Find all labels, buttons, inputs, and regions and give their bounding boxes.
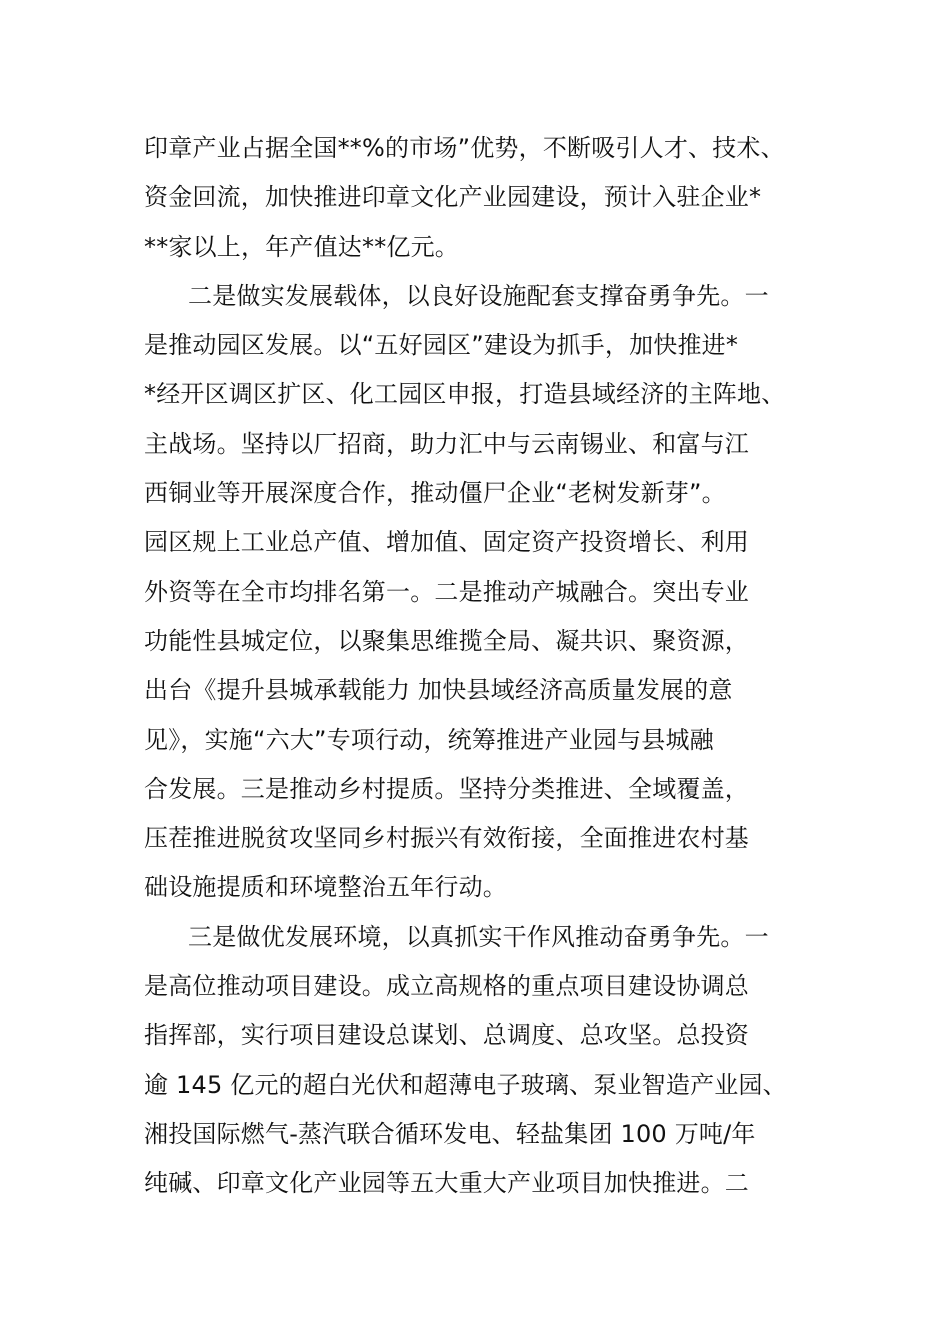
text-line: 主战场。坚持以厂招商，助力汇中与云南锡业、和富与江 — [144, 429, 749, 458]
text-line: 是高位推动项目建设。成立高规格的重点项目建设协调总 — [144, 972, 749, 1001]
text-line: 园区规上工业总产值、增加值、固定资产投资增长、利用 — [144, 528, 749, 557]
text-line: 印章产业占据全国**%的市场”优势，不断吸引人才、技术、 — [144, 134, 785, 162]
text-line: 见》，实施“六大”专项行动，统筹推进产业园与县城融 — [144, 725, 714, 754]
text-line: 指挥部，实行项目建设总谋划、总调度、总攻坚。总投资 — [144, 1021, 749, 1050]
paragraph-first-line: 二是做实发展载体，以良好设施配套支撑奋勇争先。一 — [188, 281, 769, 310]
text-line: *经开区调区扩区、化工园区申报，打造县域经济的主阵地、 — [144, 380, 786, 409]
text-line: 是推动园区发展。以“五好园区”建设为抓手，加快推进* — [144, 331, 739, 360]
text-line: 资金回流，加快推进印章文化产业园建设，预计入驻企业* — [144, 183, 762, 212]
text-line: 外资等在全市均排名第一。二是推动产城融合。突出专业 — [144, 577, 749, 606]
paragraph-first-line: 三是做优发展环境，以真抓实干作风推动奋勇争先。一 — [188, 922, 769, 951]
text-line: 础设施提质和环境整治五年行动。 — [144, 873, 507, 902]
text-line: 逾 145 亿元的超白光伏和超薄电子玻璃、泵业智造产业园、 — [144, 1070, 787, 1099]
text-line: **家以上，年产值达**亿元。 — [144, 232, 459, 261]
text-line: 出台《提升县城承载能力 加快县域经济高质量发展的意 — [144, 676, 733, 705]
document-body — [144, 124, 809, 1209]
text-line: 纯碱、印章文化产业园等五大重大产业项目加快推进。二 — [144, 1169, 749, 1198]
text-line: 功能性县城定位，以聚集思维揽全局、凝共识、聚资源， — [144, 626, 749, 655]
text-line: 西铜业等开展深度合作，推动僵尸企业“老树发新芽”。 — [144, 479, 726, 508]
text-line: 合发展。三是推动乡村提质。坚持分类推进、全域覆盖， — [144, 774, 749, 803]
text-line: 湘投国际燃气-蒸汽联合循环发电、轻盐集团 100 万吨/年 — [144, 1119, 756, 1148]
text-line: 压茬推进脱贫攻坚同乡村振兴有效衔接，全面推进农村基 — [144, 824, 749, 853]
